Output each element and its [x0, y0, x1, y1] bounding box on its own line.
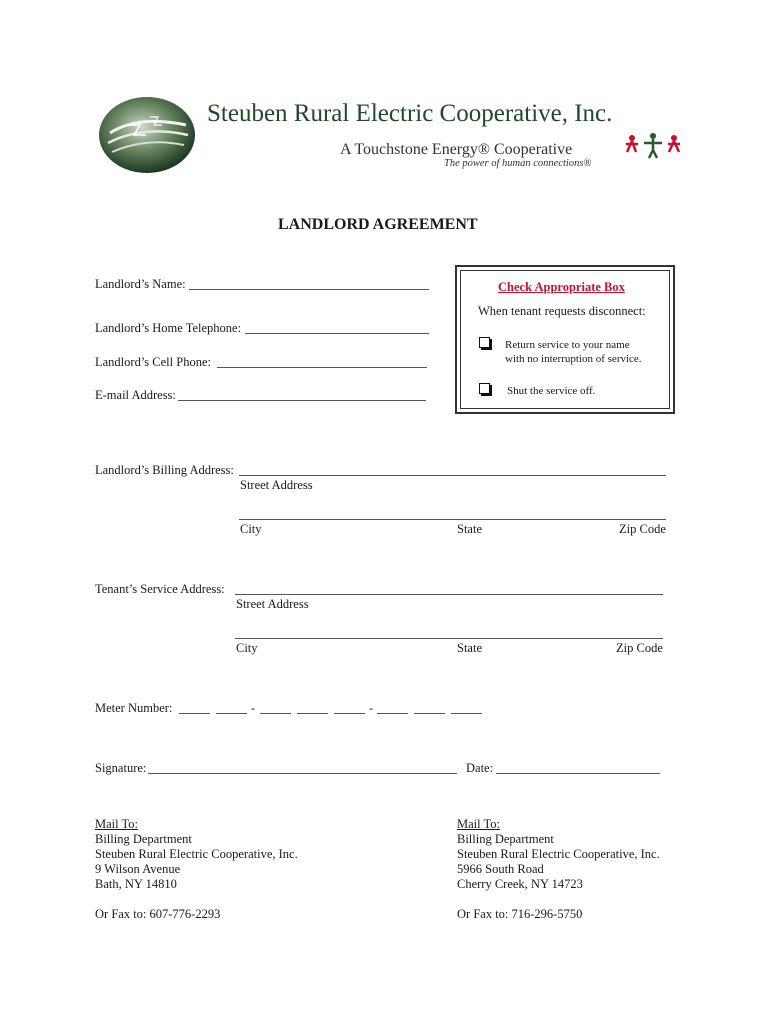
service-street-field[interactable] — [235, 594, 663, 595]
meter-digit-2[interactable] — [216, 713, 247, 714]
meter-digit-8[interactable] — [451, 713, 482, 714]
service-street-caption: Street Address — [236, 597, 309, 611]
meter-dash-2: - — [369, 701, 374, 715]
mail-right-line-4: Cherry Creek, NY 14723 — [457, 877, 583, 891]
cell-phone-field[interactable] — [217, 367, 427, 368]
box-heading: Check Appropriate Box — [498, 280, 625, 294]
billing-street-field[interactable] — [239, 475, 666, 476]
billing-street-caption: Street Address — [240, 478, 313, 492]
document-title: LANDLORD AGREEMENT — [278, 216, 478, 233]
meter-digit-3[interactable] — [260, 713, 291, 714]
billing-zip-caption: Zip Code — [619, 522, 666, 536]
option-return-service-label-1: Return service to your name — [505, 339, 630, 351]
home-phone-field[interactable] — [245, 333, 429, 334]
billing-city-state-zip-field[interactable] — [239, 519, 666, 520]
mail-left-fax: Or Fax to: 607-776-2293 — [95, 907, 221, 921]
mail-left-line-3: 9 Wilson Avenue — [95, 862, 181, 876]
mail-right-fax: Or Fax to: 716-296-5750 — [457, 907, 583, 921]
tagline-sub: The power of human connections® — [444, 158, 592, 169]
signature-label: Signature: — [95, 761, 147, 775]
service-city-state-zip-field[interactable] — [235, 638, 663, 639]
meter-number-label: Meter Number: — [95, 701, 173, 715]
meter-digit-1[interactable] — [179, 713, 210, 714]
billing-city-caption: City — [240, 522, 262, 536]
landlord-name-field[interactable] — [189, 289, 429, 290]
mail-right-line-3: 5966 South Road — [457, 862, 544, 876]
service-city-caption: City — [236, 641, 258, 655]
touchstone-people-logo — [624, 132, 682, 160]
option-shut-off-label: Shut the service off. — [507, 385, 596, 397]
meter-digit-4[interactable] — [297, 713, 328, 714]
service-zip-caption: Zip Code — [616, 641, 663, 655]
date-field[interactable] — [496, 773, 660, 774]
billing-state-caption: State — [457, 522, 482, 536]
option-shut-off-checkbox[interactable] — [479, 383, 490, 394]
home-phone-label: Landlord’s Home Telephone: — [95, 321, 242, 335]
email-field[interactable] — [178, 400, 426, 401]
meter-digit-6[interactable] — [377, 713, 408, 714]
mail-left-line-1: Billing Department — [95, 832, 192, 846]
service-address-label: Tenant’s Service Address: — [95, 582, 225, 596]
meter-dash-1: - — [251, 701, 256, 715]
service-state-caption: State — [457, 641, 482, 655]
option-return-service-label-2: with no interruption of service. — [505, 353, 642, 365]
mail-right-line-1: Billing Department — [457, 832, 554, 846]
billing-address-label: Landlord’s Billing Address: — [95, 463, 234, 477]
tagline: A Touchstone Energy® Cooperative — [340, 141, 573, 158]
mail-right-line-2: Steuben Rural Electric Cooperative, Inc. — [457, 847, 660, 861]
meter-digit-5[interactable] — [334, 713, 365, 714]
mail-left-line-4: Bath, NY 14810 — [95, 877, 177, 891]
mail-left-heading: Mail To: — [95, 817, 138, 831]
mail-right-heading: Mail To: — [457, 817, 500, 831]
mail-left-line-2: Steuben Rural Electric Cooperative, Inc. — [95, 847, 298, 861]
date-label: Date: — [466, 761, 494, 775]
email-label: E-mail Address: — [95, 388, 176, 402]
option-return-service-checkbox[interactable] — [479, 337, 490, 348]
company-name: Steuben Rural Electric Cooperative, Inc. — [207, 100, 613, 127]
landlord-name-label: Landlord’s Name: — [95, 277, 186, 291]
box-prompt: When tenant requests disconnect: — [478, 304, 646, 318]
meter-digit-7[interactable] — [414, 713, 445, 714]
company-logo — [98, 95, 196, 175]
signature-field[interactable] — [148, 773, 457, 774]
cell-phone-label: Landlord’s Cell Phone: — [95, 355, 211, 369]
